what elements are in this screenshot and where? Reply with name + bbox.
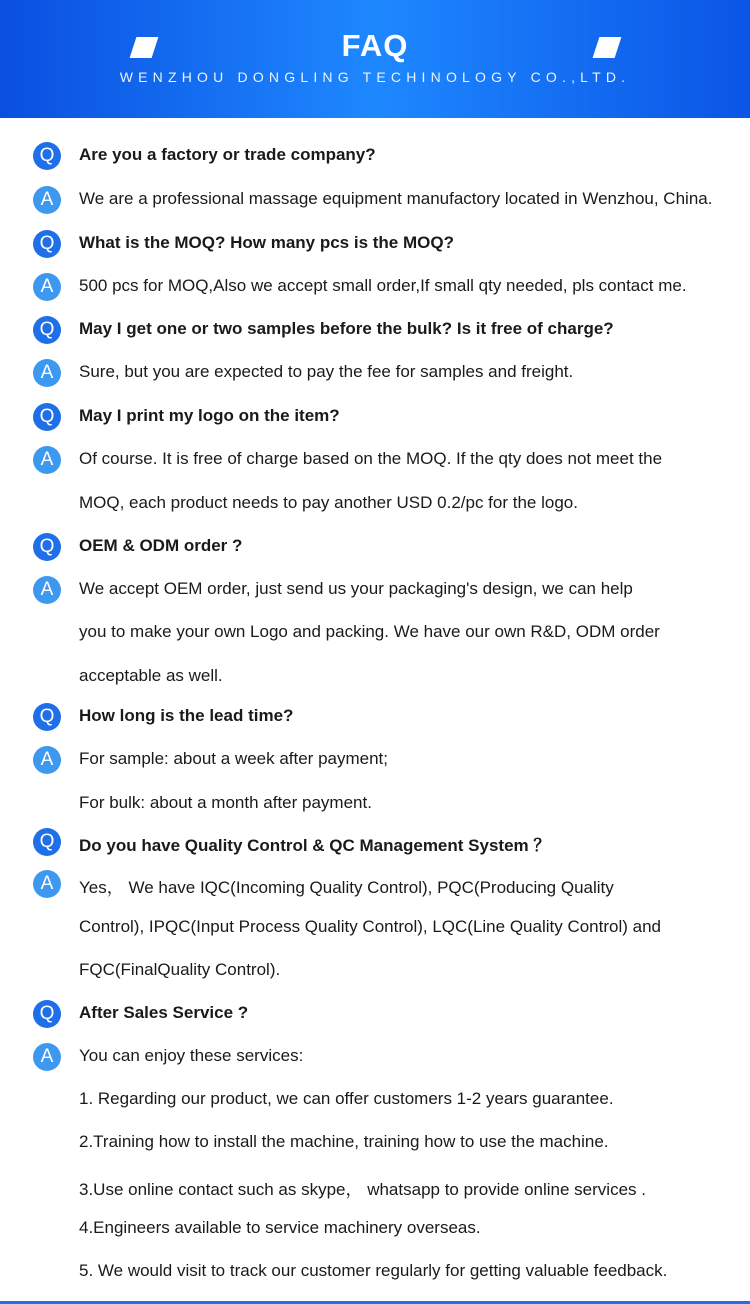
faq-answer-line xyxy=(0,908,750,944)
faq-question xyxy=(0,397,750,433)
answer-text: acceptable as well. xyxy=(79,666,223,685)
faq-answer xyxy=(0,267,750,303)
q-badge-icon: Q xyxy=(33,230,61,258)
question-text: May I print my logo on the item? xyxy=(79,406,340,425)
question-text: OEM & ODM order ? xyxy=(79,536,243,555)
answer-text: Of course. It is free of charge based on the MOQ. If the qty does not meet the xyxy=(79,449,663,468)
question-text: After Sales Service ? xyxy=(79,1003,249,1022)
question-text: How long is the lead time? xyxy=(79,706,294,725)
faq-question xyxy=(0,994,750,1030)
question-text: May I get one or two samples before the bulk? Is it free of charge? xyxy=(79,319,614,338)
answer-text: MOQ, each product needs to pay another USD 0.2/pc for the logo. xyxy=(79,493,578,512)
faq-answer-line xyxy=(0,657,750,693)
answer-text: FQC(FinalQuality Control). xyxy=(79,960,281,979)
faq-question xyxy=(0,697,750,733)
faq-question xyxy=(0,310,750,346)
a-badge-icon: A xyxy=(33,1043,61,1071)
question-text: What is the MOQ? How many pcs is the MOQ? xyxy=(79,233,454,252)
a-badge-icon: A xyxy=(33,446,61,474)
faq-answer-line xyxy=(0,951,750,987)
faq-answer-line xyxy=(0,1123,750,1159)
a-badge-icon: A xyxy=(33,186,61,214)
answer-text: Control), IPQC(Input Process Quality Control), LQC(Line Quality Control) and xyxy=(79,917,662,936)
faq-answer-line xyxy=(0,1080,750,1116)
faq-answer-line xyxy=(0,1166,750,1202)
faq-question xyxy=(0,822,750,858)
faq-answer xyxy=(0,180,750,216)
answer-text: 500 pcs for MOQ,Also we accept small order,If small qty needed, pls contact me. xyxy=(79,276,687,295)
faq-answer-line xyxy=(0,1209,750,1245)
faq-answer xyxy=(0,570,750,606)
answer-text: 2.Training how to install the machine, training how to use the machine. xyxy=(79,1132,609,1151)
answer-text: you to make your own Logo and packing. We have our own R&D, ODM order xyxy=(79,622,660,641)
q-badge-icon: Q xyxy=(33,1000,61,1028)
faq-answer xyxy=(0,440,750,476)
answer-text: Sure, but you are expected to pay the fee for samples and freight. xyxy=(79,362,574,381)
a-badge-icon: A xyxy=(33,870,61,898)
q-badge-icon: Q xyxy=(33,703,61,731)
answer-text: 3.Use online contact such as skype， whatsapp to provide online services . xyxy=(79,1180,646,1199)
faq-answer-line xyxy=(0,484,750,520)
page-title: FAQ xyxy=(341,28,409,63)
faq-answer xyxy=(0,1037,750,1073)
faq-answer xyxy=(0,740,750,776)
q-badge-icon: Q xyxy=(33,533,61,561)
faq-answer-line xyxy=(0,613,750,649)
answer-text: For sample: about a week after payment; xyxy=(79,749,388,768)
answer-text: 5. We would visit to track our customer regularly for getting valuable feedback. xyxy=(79,1261,668,1280)
faq-answer-line xyxy=(0,1252,750,1288)
faq-answer xyxy=(0,864,750,900)
company-name: WENZHOU DONGLING TECHINOLOGY CO.,LTD. xyxy=(119,69,631,85)
faq-answer-line xyxy=(0,784,750,820)
question-text: Are you a factory or trade company? xyxy=(79,145,376,164)
answer-text: You can enjoy these services: xyxy=(79,1046,304,1065)
answer-text: We are a professional massage equipment manufactory located in Wenzhou, China. xyxy=(79,189,713,208)
answer-text: We accept OEM order, just send us your packaging's design, we can help xyxy=(79,579,633,598)
answer-text: 4.Engineers available to service machinery overseas. xyxy=(79,1218,481,1237)
header-banner xyxy=(0,0,750,118)
faq-answer xyxy=(0,353,750,389)
a-badge-icon: A xyxy=(33,273,61,301)
q-badge-icon: Q xyxy=(33,403,61,431)
question-text: Do you have Quality Control & QC Management System ？ xyxy=(79,836,551,855)
faq-question xyxy=(0,224,750,260)
faq-question xyxy=(0,136,750,172)
a-badge-icon: A xyxy=(33,359,61,387)
faq-question xyxy=(0,527,750,563)
q-badge-icon: Q xyxy=(33,316,61,344)
q-badge-icon: Q xyxy=(33,828,61,856)
answer-text: Yes， We have IQC(Incoming Quality Control), PQC(Producing Quality xyxy=(79,878,614,897)
answer-text: For bulk: about a month after payment. xyxy=(79,793,372,812)
a-badge-icon: A xyxy=(33,746,61,774)
q-badge-icon: Q xyxy=(33,142,61,170)
a-badge-icon: A xyxy=(33,576,61,604)
answer-text: 1. Regarding our product, we can offer customers 1-2 years guarantee. xyxy=(79,1089,614,1108)
